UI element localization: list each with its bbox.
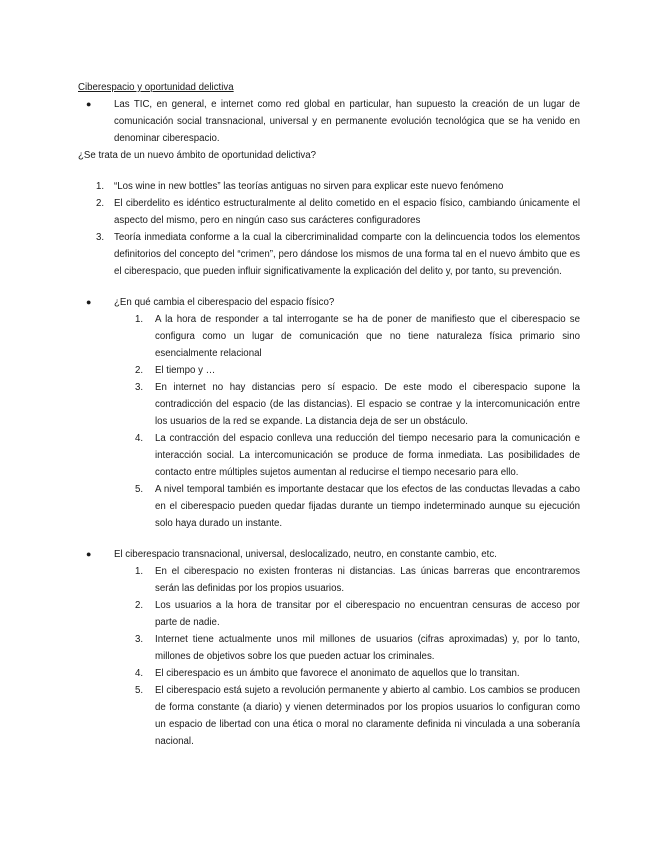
list-item (78, 481, 580, 532)
list-text: En internet no hay distancias pero sí espacio. De este modo el ciberespacio supone la contradicción del espacio (de las distancias). El espacio se contrae y la intercomunicación entre los usuarios de la red se expande. La distancia deja de ser un obstáculo. (155, 382, 580, 427)
space-list (78, 311, 580, 532)
list-item (78, 195, 580, 229)
traits-list (78, 563, 580, 750)
heading-text: ¿En qué cambia el ciberespacio del espacio físico? (114, 297, 335, 308)
list-item (78, 362, 580, 379)
list-item (78, 631, 580, 665)
heading-text: El ciberespacio transnacional, universal, deslocalizado, neutro, en constante cambio, etc. (114, 549, 497, 560)
document-title: Ciberespacio y oportunidad delictiva (78, 82, 234, 93)
bullet-icon: ● (86, 549, 92, 559)
list-item (78, 379, 580, 430)
list-number: 2. (135, 365, 144, 376)
list-number: 1. (96, 181, 105, 192)
list-number: 5. (135, 685, 144, 696)
list-number: 3. (135, 382, 144, 393)
list-text: El ciberespacio está sujeto a revolución permanente y abierto al cambio. Los cambios se producen de forma constante (a diario) y vienen determinados por los propios usuarios lo configuran como un espacio de libertad con una ética o moral no claramente definida ni vinculada a una soberanía nacional. (155, 685, 580, 747)
list-text: A la hora de responder a tal interrogante se ha de poner de manifiesto que el ciberespacio se configura como un lugar de comunicación que no tiene naturaleza física primario sino esencialmente relacional (155, 314, 580, 359)
list-text: El ciberespacio es un ámbito que favorece el anonimato de aquellos que lo transitan. (155, 668, 520, 679)
traits-section-heading (78, 546, 580, 563)
list-item (78, 311, 580, 362)
list-number: 5. (135, 484, 144, 495)
list-item (78, 430, 580, 481)
list-number: 4. (135, 433, 144, 444)
list-text: Los usuarios a la hora de transitar por el ciberespacio no encuentran censuras de acceso por parte de nadie. (155, 600, 580, 628)
list-item (78, 665, 580, 682)
space-section-heading (78, 294, 580, 311)
theories-list (78, 178, 580, 280)
list-text: La contracción del espacio conlleva una reducción del tiempo necesario para la comunicación e interacción social. La intercomunicación se produce de forma inmediata. Las posibilidades de contacto entre múltiples sujetos aumentan al reducirse el tiempo necesario para ello. (155, 433, 580, 478)
list-item (78, 597, 580, 631)
list-number: 3. (96, 232, 105, 243)
list-number: 1. (135, 314, 144, 325)
list-text: Teoría inmediata conforme a la cual la cibercriminalidad comparte con la delincuencia todos los elementos definitorios del concepto del “crimen”, pero dándose los mismos de una forma tal en el nuevo ámbito que es el ciberespacio, que pueden influir significativamente la explicación del delito y, por tanto, su prevención. (114, 232, 580, 277)
list-item (78, 229, 580, 280)
intro-text: Las TIC, en general, e internet como red global en particular, han supuesto la creación de un lugar de comunicación social transnacional, universal y en permanente evolución tecnológica que se ha venido en denominar ciberespacio. (114, 99, 580, 144)
list-item (78, 563, 580, 597)
list-text: En el ciberespacio no existen fronteras ni distancias. Las únicas barreras que encontraremos serán las definidas por los propios usuarios. (155, 566, 580, 594)
list-number: 3. (135, 634, 144, 645)
list-text: A nivel temporal también es importante destacar que los efectos de las conductas llevadas a cabo en el ciberespacio pueden quedar fijadas durante un tiempo indeterminado aunque su ejecución solo haya durado un instante. (155, 484, 580, 529)
bullet-icon: ● (86, 297, 92, 307)
intro-bullet (78, 96, 580, 147)
list-text: “Los wine in new bottles” las teorías antiguas no sirven para explicar este nuevo fenómeno (114, 181, 504, 192)
list-number: 4. (135, 668, 144, 679)
bullet-icon: ● (86, 99, 92, 109)
list-number: 2. (96, 198, 105, 209)
list-number: 1. (135, 566, 144, 577)
list-number: 2. (135, 600, 144, 611)
list-text: El tiempo y … (155, 365, 216, 376)
section-question: ¿Se trata de un nuevo ámbito de oportunidad delictiva? (78, 150, 317, 161)
document-body (78, 79, 580, 750)
list-text: El ciberdelito es idéntico estructuralmente al delito cometido en el espacio físico, cambiando únicamente el aspecto del mismo, pero en ningún caso sus carácteres configuradores (114, 198, 580, 226)
list-text: Internet tiene actualmente unos mil millones de usuarios (cifras aproximadas) y, por lo tanto, millones de objetivos sobre los que pueden actuar los criminales. (155, 634, 580, 662)
list-item (78, 178, 580, 195)
list-item (78, 682, 580, 750)
